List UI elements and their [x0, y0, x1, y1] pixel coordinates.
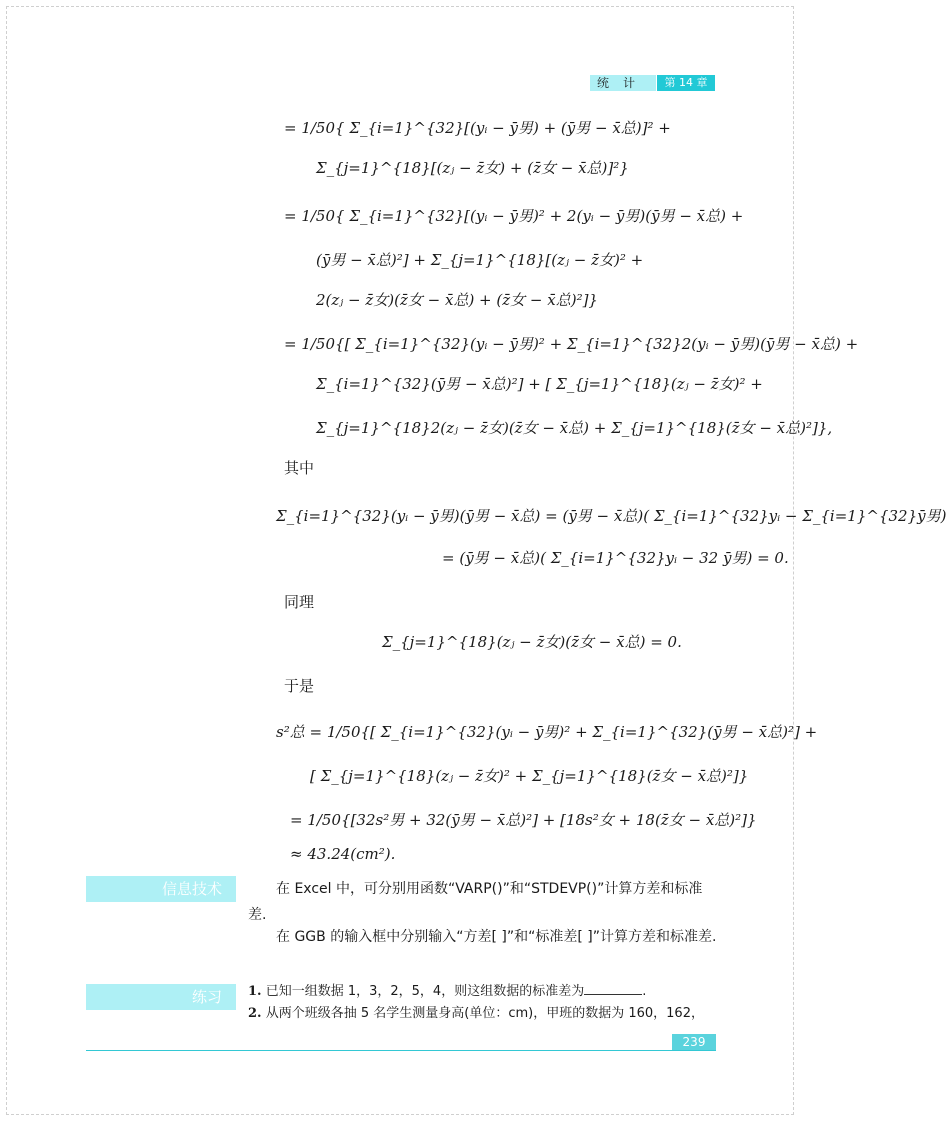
info-paragraph-1: 在 Excel 中，可分别用函数“VARP()”和“STDEVP()”计算方差和标准差.: [248, 881, 703, 923]
running-header-chapter: 第 14 章: [657, 75, 715, 91]
math-line-1: = 1/50{ Σ_{i=1}^{32}[(yᵢ − ȳ男) + (ȳ男 − x̄总)]² +: [284, 119, 671, 137]
exercise-1-text: 已知一组数据 1，3，2，5，4，则这组数据的标准差为: [265, 984, 585, 999]
math-line-3: = 1/50{ Σ_{i=1}^{32}[(yᵢ − ȳ男)² + 2(yᵢ − ȳ男)(ȳ男 − x̄总) +: [284, 207, 744, 225]
math-line-5: 2(zⱼ − z̄女)(z̄女 − x̄总) + (z̄女 − x̄总)²]}: [316, 291, 598, 309]
exercise-2-text: 从两个班级各抽 5 名学生测量身高(单位：cm)，甲班的数据为 160，162，: [265, 1006, 704, 1021]
running-header-section: 统计: [590, 75, 656, 91]
info-tech-label: 信息技术: [86, 876, 236, 902]
math-line-4: (ȳ男 − x̄总)²] + Σ_{j=1}^{18}[(zⱼ − z̄女)² +: [316, 251, 644, 269]
info-paragraph-2: 在 GGB 的输入框中分别输入“方差[ ]”和“标准差[ ]”计算方差和标准差.: [276, 929, 717, 945]
math-line-14: = 1/50{[32s²男 + 32(ȳ男 − x̄总)²] + [18s²女 + 18(z̄女 − x̄总)²]}: [290, 811, 757, 829]
math-line-13: [ Σ_{j=1}^{18}(zⱼ − z̄女)² + Σ_{j=1}^{18}(z̄女 − x̄总)²]}: [310, 767, 749, 785]
math-line-12: s²总 = 1/50{[ Σ_{i=1}^{32}(yᵢ − ȳ男)² + Σ_{i=1}^{32}(ȳ男 − x̄总)²] +: [276, 723, 818, 741]
math-line-2: Σ_{j=1}^{18}[(zⱼ − z̄女) + (z̄女 − x̄总)]²}: [316, 159, 629, 177]
exercise-1-end: .: [642, 984, 647, 999]
word-qizhong: 其中: [284, 459, 315, 477]
math-line-11: Σ_{j=1}^{18}(zⱼ − z̄女)(z̄女 − x̄总) = 0.: [382, 633, 682, 651]
exercise-item-1: [248, 982, 646, 1002]
exercise-2-number: 2.: [248, 1006, 262, 1021]
answer-blank[interactable]: [584, 982, 642, 995]
exercise-1-number: 1.: [248, 984, 262, 999]
page-number: 239: [672, 1034, 716, 1050]
math-line-15: ≈ 43.24(cm²).: [290, 845, 396, 863]
exercise-item-2: [248, 1004, 704, 1024]
math-line-7: Σ_{i=1}^{32}(ȳ男 − x̄总)²] + [ Σ_{j=1}^{18}(zⱼ − z̄女)² +: [316, 375, 763, 393]
word-tongli: 同理: [284, 593, 315, 611]
exercise-label: 练习: [86, 984, 236, 1010]
word-yushi: 于是: [284, 677, 315, 695]
math-line-6: = 1/50{[ Σ_{i=1}^{32}(yᵢ − ȳ男)² + Σ_{i=1}^{32}2(yᵢ − ȳ男)(ȳ男 − x̄总) +: [284, 335, 859, 353]
math-line-8: Σ_{j=1}^{18}2(zⱼ − z̄女)(z̄女 − x̄总) + Σ_{j=1}^{18}(z̄女 − x̄总)²]},: [316, 419, 833, 437]
math-line-10: = (ȳ男 − x̄总)( Σ_{i=1}^{32}yᵢ − 32 ȳ男) = 0.: [442, 549, 789, 567]
math-line-9: Σ_{i=1}^{32}(yᵢ − ȳ男)(ȳ男 − x̄总) = (ȳ男 − x̄总)( Σ_{i=1}^{32}yᵢ − Σ_{i=1}^{32}ȳ男): [276, 507, 946, 525]
footer-rule: [86, 1050, 716, 1051]
